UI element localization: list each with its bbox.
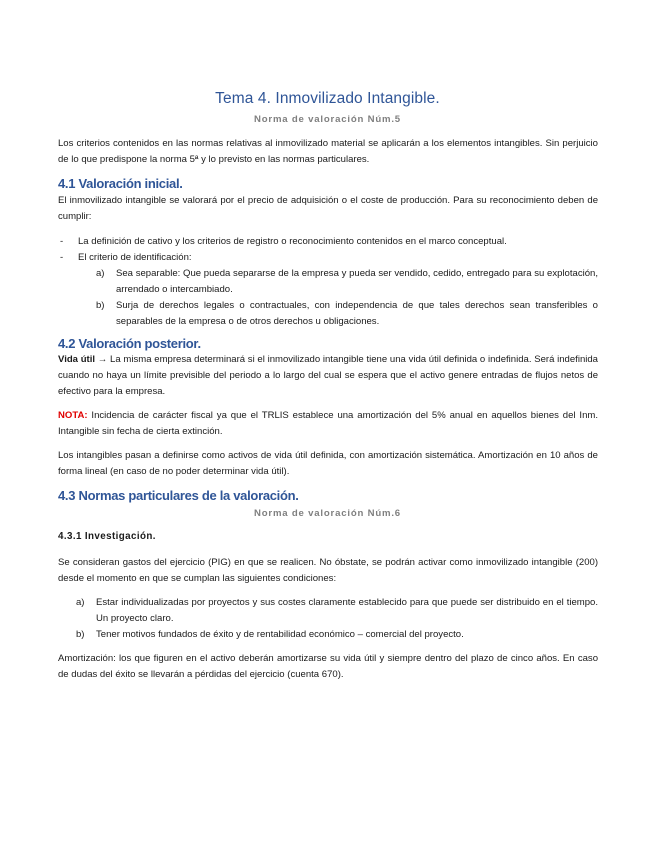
vida-util-label: Vida útil: [58, 354, 96, 365]
sub-item-text: Sea separable: Que pueda separarse de la empresa y pueda ser vendido, cedido, entregado para su explotación, arrendado o intercambiado.: [116, 268, 598, 295]
s41-text: El inmovilizado intangible se valorará por el precio de adquisición o el coste de producción. Para su reconocimiento deben de cumplir:: [58, 195, 598, 222]
s41-paragraph: [58, 193, 598, 225]
s43-paragraph: [58, 555, 598, 587]
sub-item-marker: a): [96, 268, 105, 279]
intro-text: Los criterios contenidos en las normas relativas al inmovilizado material se aplicarán a los elementos intangibles. Sin perjuicio de lo que predispone la norma 5ª y lo previsto en las normas particulares.: [58, 138, 598, 165]
s43-text: Se consideran gastos del ejercicio (PIG) en que se realicen. No óbstate, se podrán activar como inmovilizado intangible (200) desde el momento en que se cumplan las siguientes condiciones:: [58, 557, 598, 584]
intro-paragraph: [58, 136, 598, 168]
nota-paragraph: [58, 408, 598, 440]
heading-4-3: 4.3 Normas particulares de la valoración.: [58, 488, 299, 503]
sub-item-marker: b): [96, 300, 105, 311]
heading-4-2: 4.2 Valoración posterior.: [58, 336, 201, 351]
amortizacion-text: Amortización: los que figuren en el activo deberán amortizarse su vida útil y siempre dentro del plazo de cinco años. En caso de dudas del éxito se llevarán a pérdidas del ejercicio (cuenta 670).: [58, 653, 598, 680]
list-item: Tener motivos fundados de éxito y de rentabilidad económico – comercial del proyecto.: [96, 629, 464, 640]
vida-util-paragraph: [58, 352, 598, 400]
vida-util-text: → La misma empresa determinará si el inmovilizado intangible tiene una vida útil definida o indefinida. Será indefinida cuando no haya un límite previsible del periodo a lo largo del cual se espera que el activo genere entradas de flujos netos de efectivo para la empresa.: [58, 354, 598, 397]
norm-5-caption: Norma de valoración Núm.5: [254, 114, 401, 125]
nota-label: NOTA:: [58, 410, 88, 421]
bullet-item: La definición de cativo y los criterios de registro o reconocimiento contenidos en el marco conceptual.: [78, 236, 507, 247]
bullet-item: El criterio de identificación:: [78, 252, 192, 263]
s42-paragraph: [58, 448, 598, 480]
amortizacion-paragraph: [58, 651, 598, 683]
list-marker: a): [76, 597, 85, 608]
nota-text: Incidencia de carácter fiscal ya que el TRLIS establece una amortización del 5% anual en aquellos bienes del Inm. Intangible sin fecha de cierta extinción.: [58, 410, 598, 437]
bullet-marker: -: [60, 252, 64, 263]
list-item: Estar individualizadas por proyectos y sus costes claramente establecido para que puede ser distribuido en el tiempo. Un proyecto claro.: [96, 597, 598, 624]
sub-item-text: Surja de derechos legales o contractuales, con independencia de que tales derechos sean transferibles o separables de la empresa o de otros derechos u obligaciones.: [116, 300, 598, 327]
norm-6-caption: Norma de valoración Núm.6: [254, 508, 401, 519]
heading-4-3-1: 4.3.1 Investigación.: [58, 531, 156, 542]
page-title: Tema 4. Inmovilizado Intangible.: [215, 90, 440, 107]
s42-text: Los intangibles pasan a definirse como activos de vida útil definida, con amortización sistemática. Amortización en 10 años de forma lineal (en caso de no poder determinar vida útil).: [58, 450, 598, 477]
list-marker: b): [76, 629, 85, 640]
heading-4-1: 4.1 Valoración inicial.: [58, 176, 183, 191]
bullet-marker: -: [60, 236, 64, 247]
